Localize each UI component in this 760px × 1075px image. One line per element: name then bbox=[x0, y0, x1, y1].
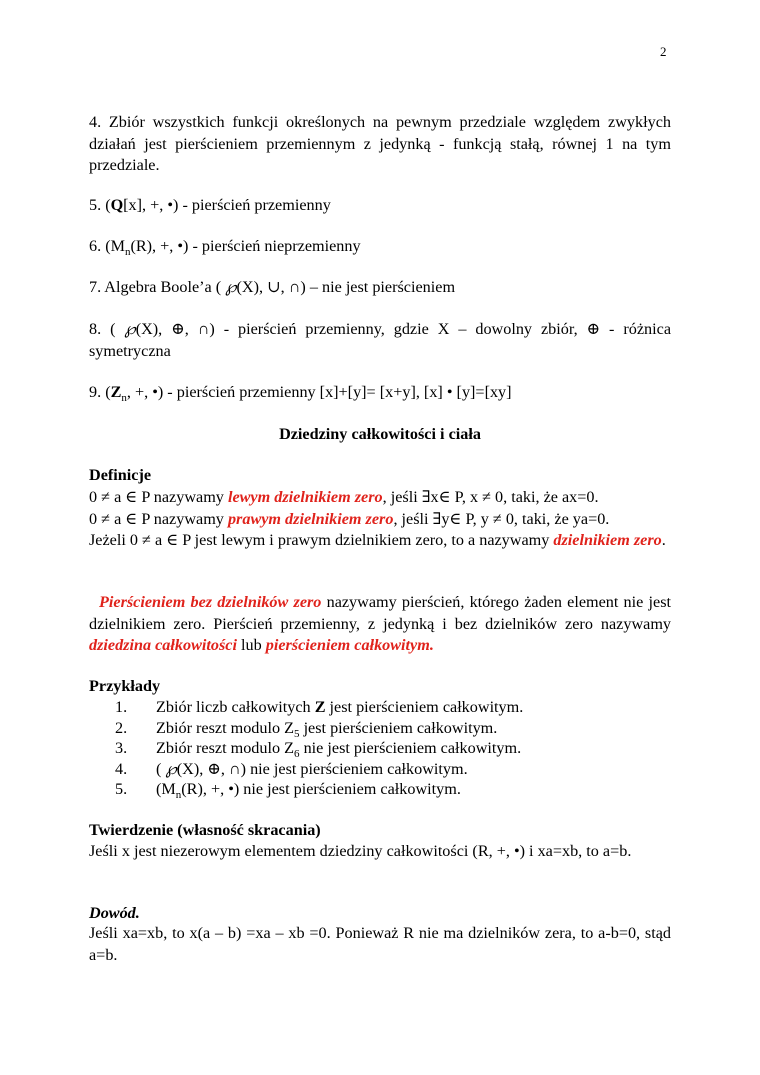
definition-integral-domain: Pierścieniem bez dzielników zero nazywamy pierścień, którego żaden element nie jest dzielnikiem zero. Pierścień przemienny, z jedynką i bez dzielników zero nazywamy dziedzina całkowitości lub pierścieniem całkowitym. bbox=[89, 593, 671, 654]
section-title: Dziedziny całkowitości i ciała bbox=[279, 425, 481, 443]
proof-text: Jeśli xa=xb, to x(a – b) =xa – xb =0. Ponieważ R nie ma dzielników zera, to a-b=0, stąd a=b. bbox=[89, 924, 671, 964]
definition-right-zero-divisor: 0 ≠ a ∈ P nazywamy prawym dzielnikiem zero, jeśli ∃y∈ P, y ≠ 0, taki, że ya=0. bbox=[89, 510, 610, 528]
theorem-text: Jeśli x jest niezerowym elementem dziedziny całkowitości (R, +, •) i xa=xb, to a=b. bbox=[89, 842, 632, 860]
list-item: 3. Zbiór reszt modulo $Z_6$ nie jest pierścieniem całkowitym. bbox=[115, 739, 522, 761]
theorem-heading: Twierdzenie (własność skracania) bbox=[89, 821, 321, 839]
list-item: 4. ( ℘(X), ⊕, ∩) nie jest pierścieniem całkowitym. bbox=[115, 759, 468, 778]
examples-heading: Przykłady bbox=[89, 677, 161, 695]
proof-heading: Dowód. bbox=[89, 904, 140, 922]
example-7: 7. Algebra Boole’a ( ℘(X), ∪, ∩) – nie jest pierścieniem bbox=[89, 278, 456, 296]
power-set-symbol: ℘ bbox=[124, 320, 136, 338]
example-9: 9. ($Z_n$, +, •) - pierścień przemienny [x]+[y]= [x+y], [x] • [y]=[xy] bbox=[89, 383, 512, 405]
list-item: 2. Zbiór reszt modulo $Z_5$ jest pierścieniem całkowitym. bbox=[115, 718, 498, 740]
example-5: 5. (Q[x], +, •) - pierścień przemienny bbox=[89, 196, 331, 214]
example-6: 6. ($M_n(R)$, +, •) - pierścień nieprzemienny bbox=[89, 237, 361, 259]
definition-left-zero-divisor: 0 ≠ a ∈ P nazywamy lewym dzielnikiem zero, jeśli ∃x∈ P, x ≠ 0, taki, że ax=0. bbox=[89, 488, 599, 506]
examples-list bbox=[89, 697, 671, 800]
list-item: 5. ($M_n(R)$, +, •) nie jest pierścieniem całkowitym. bbox=[115, 780, 461, 802]
example-8: 8. ( ℘(X), ⊕, ∩) - pierścień przemienny, gdzie X – dowolny zbiór, ⊕ - różnica symetryczna bbox=[89, 320, 672, 360]
list-item: 1. Zbiór liczb całkowitych Z jest pierścieniem całkowitym. bbox=[115, 698, 524, 716]
definition-zero-divisor: Jeżeli 0 ≠ a ∈ P jest lewym i prawym dzielnikiem zero, to a nazywamy dzielnikiem zero. bbox=[89, 531, 666, 549]
power-set-symbol: ℘ bbox=[165, 759, 177, 778]
power-set-symbol: ℘ bbox=[225, 278, 237, 296]
page-number: 2 bbox=[660, 44, 667, 59]
definitions-heading: Definicje bbox=[89, 466, 152, 484]
example-4: 4. Zbiór wszystkich funkcji określonych na pewnym przedziale względem zwykłych działań jest pierścieniem przemiennym z jedynką - funkcją stałą, równej 1 na tym przedziale. bbox=[89, 113, 671, 174]
